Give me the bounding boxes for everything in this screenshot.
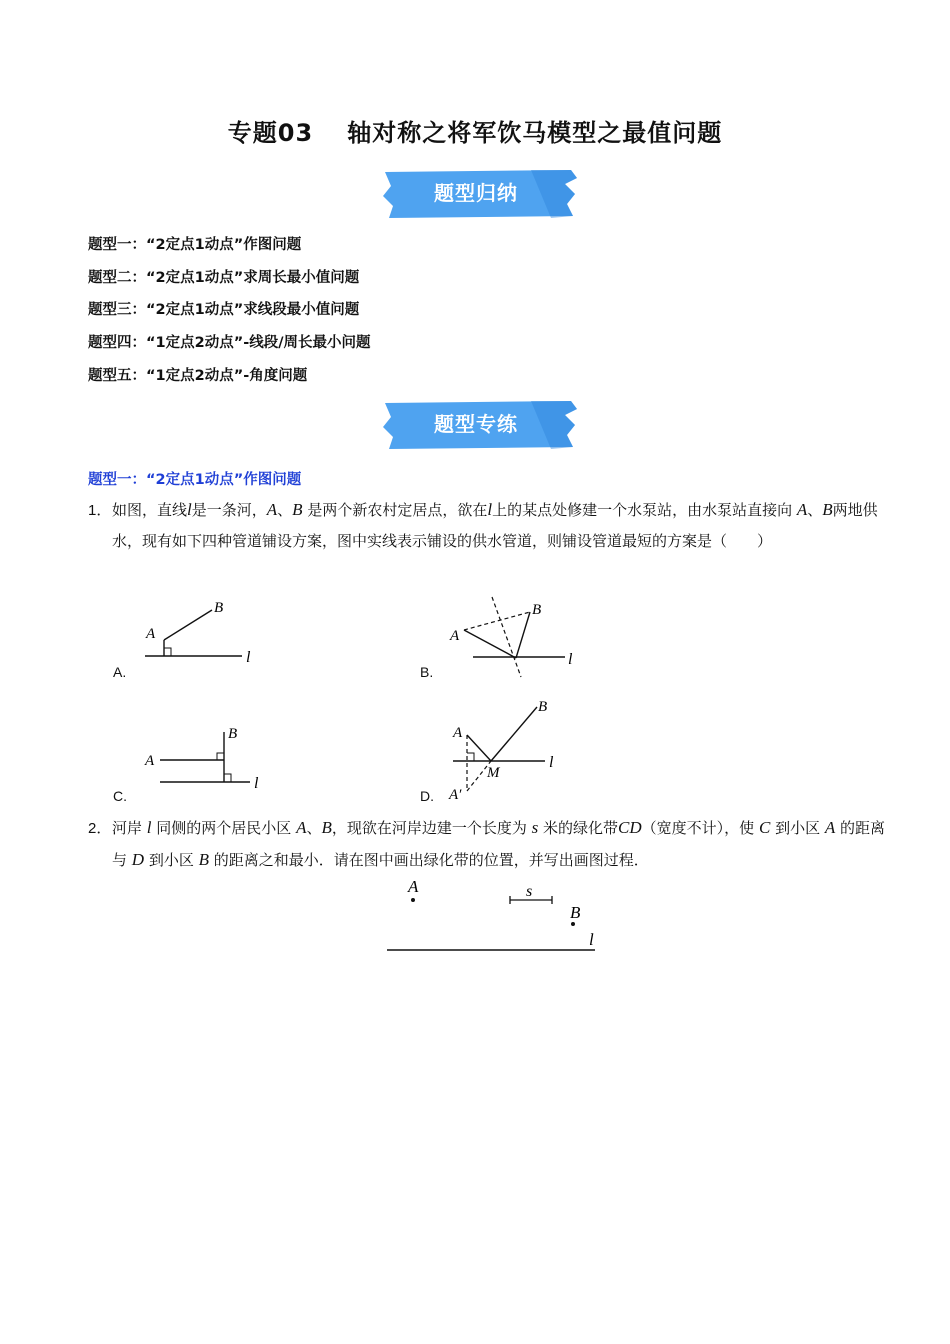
option-b-label[interactable]: B. <box>420 664 434 680</box>
right-angle-mark <box>217 753 224 760</box>
label-a: A <box>408 877 419 896</box>
summary-banner <box>381 168 581 220</box>
question-number: 1． <box>88 502 112 519</box>
title-name: 轴对称之将军饮马模型之最值问题 <box>347 119 723 147</box>
dashed-segment <box>492 597 521 677</box>
practice-banner <box>381 399 581 451</box>
section-heading: 题型一：“2定点1动点”作图问题 <box>88 472 302 488</box>
summary-banner-text: 题型归纳 <box>434 181 518 205</box>
page-title <box>0 113 950 148</box>
category-1: 题型一：“2定点1动点”作图问题 <box>88 237 302 253</box>
option-d-figure <box>445 695 585 805</box>
label-b: B <box>228 726 238 742</box>
pipe-segment <box>164 610 212 640</box>
pipe-segment <box>491 707 537 761</box>
option-a-label[interactable]: A. <box>113 664 127 680</box>
category-5: 题型五：“1定点2动点”-角度问题 <box>88 368 308 384</box>
option-b-figure <box>448 592 583 682</box>
pipe-segment <box>516 612 530 658</box>
right-angle-mark <box>467 753 474 761</box>
label-m: M <box>487 765 500 781</box>
label-b: B <box>214 600 224 616</box>
point-b <box>571 922 575 926</box>
point-a <box>411 898 415 902</box>
question-number: 2． <box>88 820 112 837</box>
option-d-label[interactable]: D. <box>420 788 434 804</box>
label-a-prime: A′ <box>449 787 462 803</box>
category-4: 题型四：“1定点2动点”-线段/周长最小问题 <box>88 335 371 351</box>
question-2-figure <box>380 872 620 962</box>
label-a: A <box>450 628 460 644</box>
label-l: l <box>549 754 554 771</box>
practice-banner-text: 题型专练 <box>434 412 518 436</box>
right-angle-mark <box>164 648 171 656</box>
label-s: s <box>526 883 533 900</box>
label-a: A <box>146 626 156 642</box>
label-l: l <box>246 649 251 666</box>
pipe-segment <box>464 630 516 658</box>
right-angle-mark <box>224 774 231 782</box>
question-1: 1．如图，直线l是一条河，A、B 是两个新农村定居点，欲在l上的某点处修建一个水泵站，由水泵站直接向 A、B两地供水，现有如下四种管道铺设方案，图中实线表示铺设的供水管道，则铺设管道最短的方案是（ ） <box>88 494 887 557</box>
category-2: 题型二：“2定点1动点”求周长最小值问题 <box>88 270 360 286</box>
dashed-segment <box>464 612 530 630</box>
label-b: B <box>570 903 581 922</box>
label-l: l <box>589 930 594 949</box>
question-2: 2．河岸 l 同侧的两个居民小区 A、B，现欲在河岸边建一个长度为 s 米的绿化带CD（宽度不计），使 C 到小区 A 的距离与 D 到小区 B 的距离之和最小．请在图中画出绿化带的位置，并写出画图过程． <box>88 812 887 876</box>
option-a-figure <box>140 596 260 666</box>
label-b: B <box>538 699 548 715</box>
label-l: l <box>568 651 573 668</box>
label-l: l <box>254 775 259 790</box>
option-c-label[interactable]: C. <box>113 788 127 804</box>
option-c-figure <box>140 720 270 790</box>
title-topic: 专题03 <box>227 119 314 147</box>
label-a: A <box>453 725 463 741</box>
category-3: 题型三：“2定点1动点”求线段最小值问题 <box>88 302 360 318</box>
label-a: A <box>145 753 155 769</box>
label-b: B <box>532 602 542 618</box>
pipe-segment <box>467 735 491 761</box>
